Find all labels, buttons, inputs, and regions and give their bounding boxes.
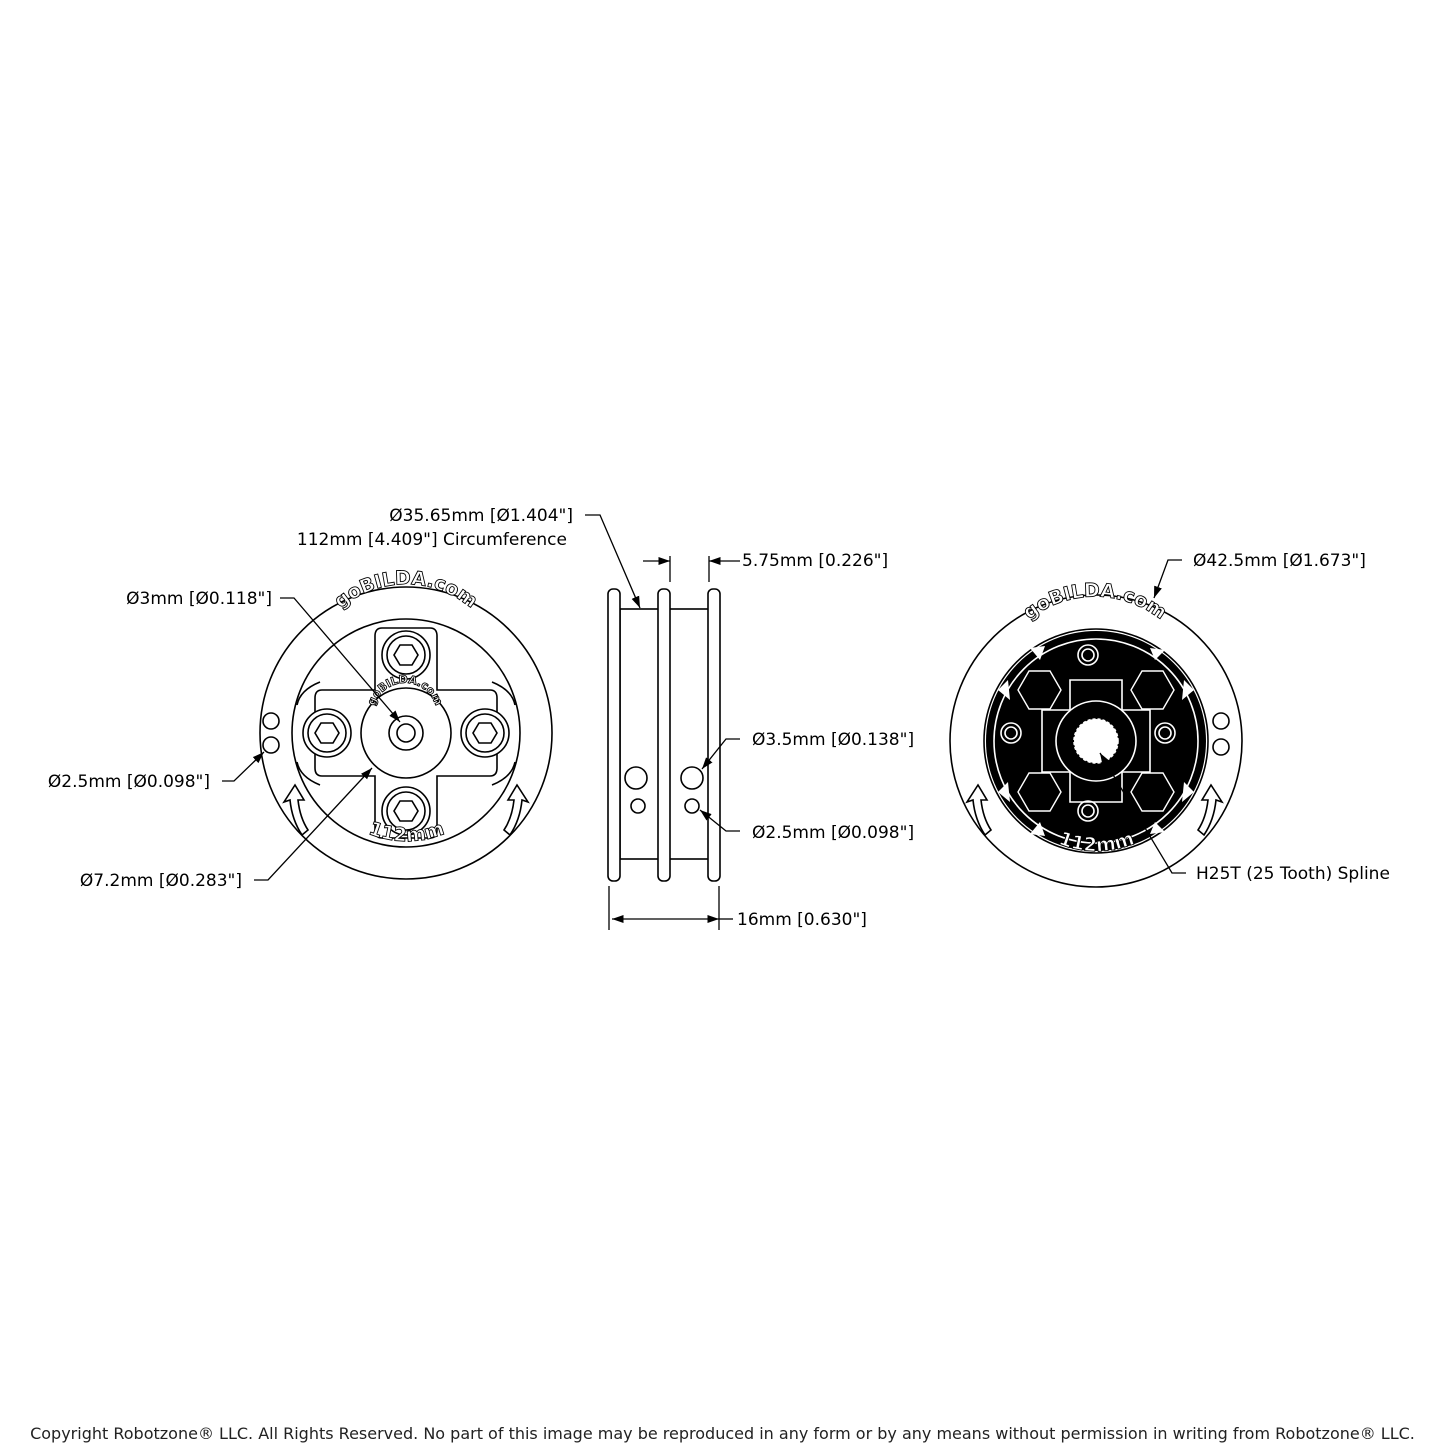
side-large-hole [625,767,647,789]
right-rotation-arrow-icon [1198,785,1222,835]
side-flange-right [708,589,720,881]
left-size-text: 112mm [366,817,447,847]
right-side-hole [1213,713,1229,729]
dim-center-bore: Ø3mm [Ø0.118"] [126,589,272,609]
dim-spline: H25T (25 Tooth) Spline [1196,864,1390,884]
left-brand-text: goBILDA.com [330,567,482,613]
dim-flange-spacing: 5.75mm [0.226"] [742,551,889,571]
right-side-hole [1213,739,1229,755]
side-small-hole [631,799,645,813]
dim-circumference: 112mm [4.409"] Circumference [296,530,567,550]
left-hub-text: goBILDA.com [364,672,446,708]
side-wheel-view [608,589,720,881]
dim-large-hole: Ø3.5mm [Ø0.138"] [752,730,915,750]
left-side-hole [263,713,279,729]
left-rotation-arrow-icon [504,785,528,835]
dim-left-side-hole: Ø2.5mm [Ø0.098"] [47,772,210,792]
right-brand-text: goBILDA.com [1019,579,1171,624]
side-flange-middle [658,589,670,881]
left-screw-right [461,709,509,757]
copyright-notice: Copyright Robotzone® LLC. All Rights Reserved. No part of this image may be reproduced in any form or by any means without permission in writing from Robotzone® LLC. [30,1424,1415,1443]
side-flange-left [608,589,620,881]
dim-hub-diameter: Ø7.2mm [Ø0.283"] [79,871,242,891]
left-rotation-arrow-icon [284,785,308,835]
left-screw-left [303,709,351,757]
left-side-hole [263,737,279,753]
right-spline-bore [1074,719,1118,763]
side-small-hole [685,799,699,813]
dim-outer-diameter: Ø42.5mm [Ø1.673"] [1193,551,1366,571]
dim-small-hole: Ø2.5mm [Ø0.098"] [752,823,915,843]
side-large-hole [681,767,703,789]
right-size-text: 112mm [1056,827,1137,857]
left-screw-top [382,631,430,679]
dim-width: 16mm [0.630"] [737,910,867,930]
dim-groove-diameter: Ø35.65mm [Ø1.404"] [389,506,573,526]
